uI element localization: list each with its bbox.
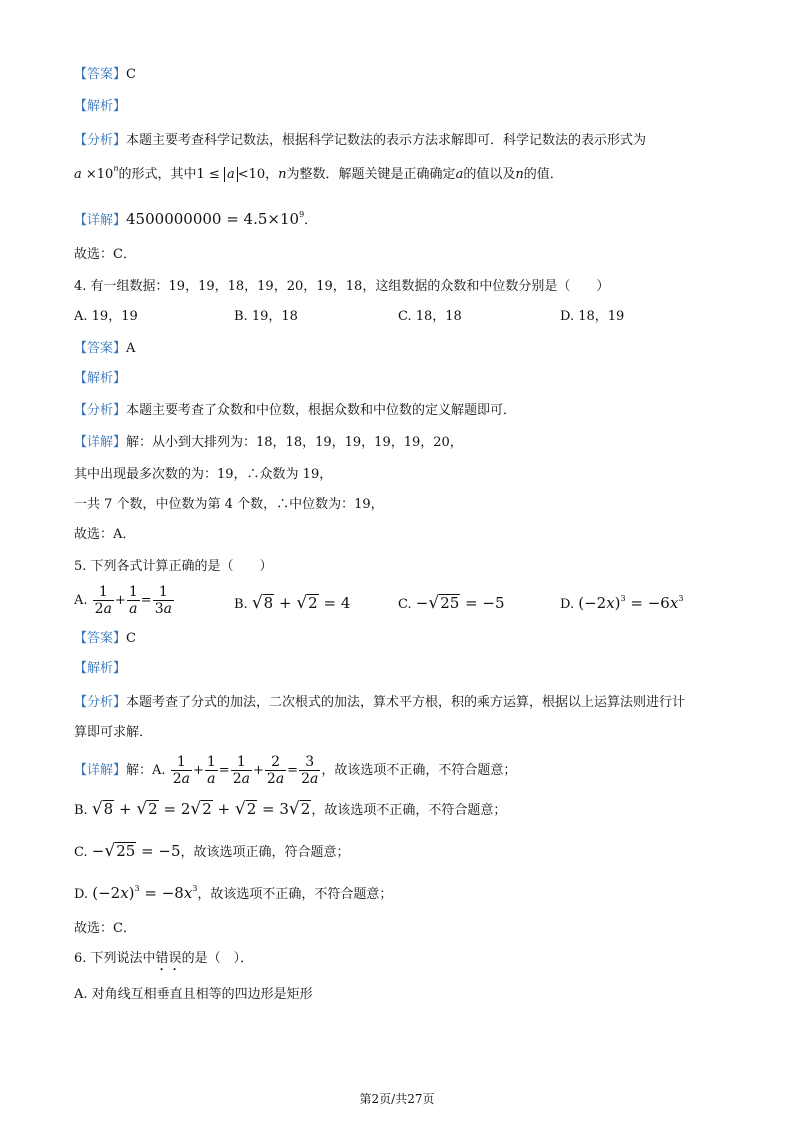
- q5-option-c: [398, 594, 505, 614]
- fenxi-text: 为整数．解题关键是正确确定: [286, 167, 456, 182]
- detail-tag: 【详解】: [74, 213, 127, 228]
- option-label: B.: [234, 597, 248, 612]
- q6-option-a: A. 对角线互相垂直且相等的四边形是矩形: [74, 987, 313, 1002]
- question-stem: 6. 下列说法中: [74, 951, 156, 966]
- fenxi-tag: 【分析】: [74, 133, 127, 148]
- option-label: D.: [560, 597, 575, 612]
- q4-option-d: D. 18，19: [560, 309, 625, 324]
- q4-answer-line: [74, 340, 135, 358]
- detail-text: 解：从小到大排列为：18，18，19，19，19，19，20，: [126, 435, 463, 450]
- q5-detail-b: [74, 800, 506, 820]
- q3-choose: [74, 246, 136, 264]
- option-label: C.: [398, 597, 412, 612]
- detail-tag: 【详解】: [74, 435, 127, 450]
- fenxi-text: 的值以及: [463, 167, 516, 182]
- fenxi-tag: 【分析】: [74, 403, 127, 418]
- detail-text: ，故该选项不正确，不符合题意；: [197, 887, 393, 902]
- fenxi-text: 的值．: [523, 167, 563, 182]
- option-b-formula: √8 + √2 = 4: [251, 593, 351, 613]
- option-a-formula: $\frac{1}{2a}$ + $\frac{1}{a}$ = $\frac{1}{3a}$: [94, 584, 172, 617]
- q5-option-b: [234, 594, 350, 614]
- detail-end: ．: [304, 213, 318, 228]
- var-a: a: [455, 167, 464, 182]
- detail-a-formula: $\frac{1}{2a}$ + $\frac{1}{a}$ = $\frac{1}{2a}$ + $\frac{2}{2a}$ = $\frac{3}{2a}$: [172, 754, 319, 787]
- detail-label: D.: [74, 887, 89, 902]
- q4-option-a: A. 19，19: [74, 309, 138, 324]
- answer-value: A: [126, 341, 136, 356]
- detail-text: ，故该选项不正确，不符合题意；: [321, 763, 517, 778]
- fenxi-tag: 【分析】: [74, 695, 127, 710]
- q5-detail-c: [74, 842, 350, 862]
- option-c-formula: −√25 = −5: [415, 593, 505, 613]
- detail-tag: 【详解】: [74, 763, 127, 778]
- analysis-tag: 【解析】: [74, 99, 127, 114]
- option-d-formula: $(-2x)^3 = -6x^3$: [578, 594, 684, 612]
- choose-text: 故选：C．: [74, 247, 136, 262]
- answer-tag: 【答案】: [74, 631, 127, 646]
- q5-choose: 故选：C．: [74, 921, 136, 936]
- var-n: n: [515, 167, 524, 182]
- option-label: A.: [74, 593, 88, 608]
- answer-tag: 【答案】: [74, 67, 127, 82]
- q5-analysis-tag: [74, 660, 126, 678]
- emphasized-word: 错误: [155, 951, 182, 966]
- analysis-tag: 【解析】: [74, 661, 127, 676]
- q4-detail-2: 其中出现最多次数的为：19，∴众数为 19，: [74, 467, 333, 482]
- detail-d-formula: $(-2x)^3 = -8x^3$: [92, 884, 198, 902]
- q3-fenxi-line-2: [74, 166, 563, 184]
- scientific-form: $a \times 10^n$: [74, 164, 119, 182]
- q5-option-a: [74, 584, 175, 617]
- detail-expression: 4500000000 = 4.5×10: [126, 210, 300, 228]
- q4-analysis-tag: [74, 370, 126, 388]
- var-n: n: [278, 167, 287, 182]
- q5-stem: 5. 下列各式计算正确的是（ ）: [74, 559, 273, 574]
- q5-detail-a: [74, 752, 516, 790]
- fenxi-text: 本题主要考查科学记数法，根据科学记数法的表示方法求解即可．科学记数法的表示形式为: [126, 133, 647, 148]
- detail-text: ，故该选项不正确，不符合题意；: [311, 803, 507, 818]
- q3-fenxi-line-1: [74, 132, 646, 150]
- abs-inequality: 1 ≤ a <10: [196, 167, 266, 182]
- detail-label: 解：A.: [126, 763, 166, 778]
- page-footer: 第2页/共27页: [359, 1092, 435, 1106]
- q3-answer-line: [74, 66, 136, 84]
- q4-detail-3: 一共 7 个数，中位数为第 4 个数，∴中位数为：19，: [74, 497, 384, 512]
- detail-label: B.: [74, 803, 88, 818]
- detail-label: C.: [74, 845, 88, 860]
- answer-value: C: [126, 631, 136, 646]
- q4-choose: 故选：A．: [74, 527, 136, 542]
- fenxi-text: 本题考查了分式的加法，二次根式的加法，算术平方根，积的乘方运算，根据以上运算法则进行计: [126, 695, 686, 710]
- q5-detail-d: [74, 884, 392, 904]
- fenxi-text: ，: [265, 167, 279, 182]
- q5-fenxi-2: 算即可求解．: [74, 725, 153, 740]
- fenxi-text: 的形式，其中: [118, 167, 197, 182]
- q4-detail-1: [74, 434, 463, 452]
- question-stem: 的是（ ）．: [181, 951, 254, 966]
- detail-text: ，故该选项正确，符合题意；: [180, 845, 350, 860]
- q5-option-d: [560, 594, 683, 614]
- q4-option-c: C. 18，18: [398, 309, 462, 324]
- q4-option-b: B. 19，18: [234, 309, 298, 324]
- q6-stem: [74, 950, 253, 974]
- answer-tag: 【答案】: [74, 341, 127, 356]
- q5-answer-line: [74, 630, 136, 648]
- detail-b-formula: √8 + √2 = 2√2 + √2 = 3√2: [91, 799, 311, 819]
- detail-c-formula: −√25 = −5: [91, 841, 181, 861]
- q5-fenxi-1: [74, 694, 685, 712]
- q4-fenxi: [74, 402, 516, 420]
- question-stem: 4. 有一组数据：19，19，18，19，20，19，18，这组数据的众数和中位数分别是（ ）: [74, 279, 610, 294]
- q4-stem: [74, 278, 609, 296]
- detail-exponent: 9: [299, 210, 305, 219]
- fenxi-text: 本题主要考查了众数和中位数，根据众数和中位数的定义解题即可．: [126, 403, 517, 418]
- q3-detail-line: [74, 210, 317, 230]
- analysis-tag: 【解析】: [74, 371, 127, 386]
- answer-value: C: [126, 67, 136, 82]
- q3-analysis-tag: [74, 98, 126, 116]
